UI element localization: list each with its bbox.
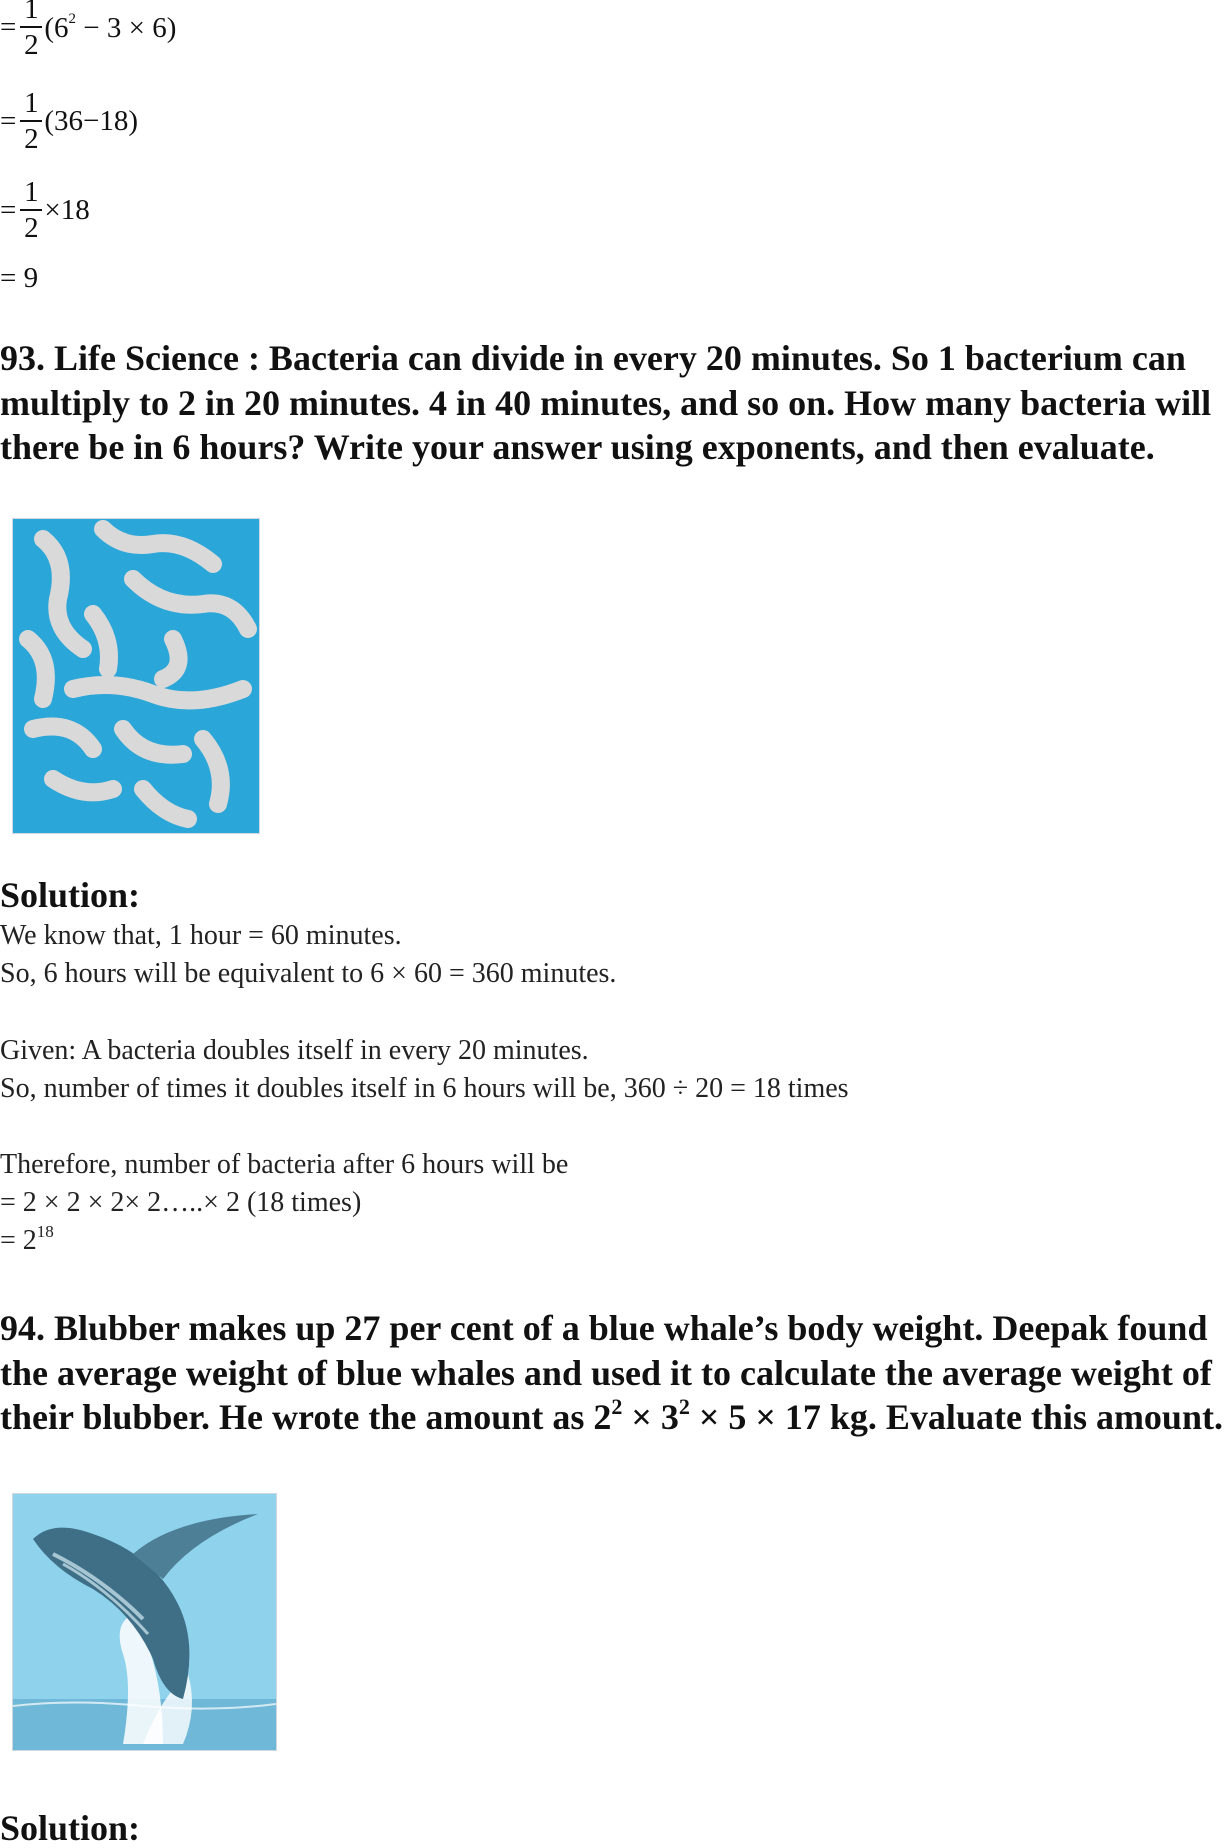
fraction-numerator: 1 <box>24 87 39 119</box>
solution-line: So, number of times it doubles itself in 6 hours will be, 360 ÷ 20 = 18 times <box>0 1073 849 1104</box>
solution-line: We know that, 1 hour = 60 minutes. <box>0 920 402 951</box>
question-93: 93. Life Science : Bacteria can divide in every 20 minutes. So 1 bacterium can multiply to 2 in 20 minutes. 4 in 40 minutes, and so on. How many bacteria will there be in 6 hours? Write your answer using exponents, and then evaluate. <box>0 338 1212 467</box>
fraction-numerator: 1 <box>24 0 39 25</box>
solution-heading-94: Solution: <box>0 1808 141 1848</box>
fraction-half <box>20 0 42 62</box>
step-expression: $(6^2 - 3 \times 6)$ <box>44 10 177 44</box>
solution-line: Therefore, number of bacteria after 6 hours will be <box>0 1149 569 1180</box>
math-step-3 <box>0 175 90 245</box>
equals-sign: = <box>0 193 17 226</box>
solution-heading-93: Solution: <box>0 875 141 915</box>
fraction-half <box>20 86 42 156</box>
question-94: 94. Blubber makes up 27 per cent of a blue whale’s body weight. Deepak found the average weight of blue whales and used it to calculate the average weight of their blubber. He wrote the amount as $2^2 \times 3^2 \times 5 \times 17$ kg. Evaluate this amount. <box>0 1308 1223 1437</box>
fraction-numerator: 1 <box>24 176 39 208</box>
fraction-half <box>20 175 42 245</box>
solution-line: Given: A bacteria doubles itself in every 20 minutes. <box>0 1035 589 1066</box>
breaching-whale-icon <box>13 1494 276 1750</box>
solution-result: = $2^{18}$ <box>0 1222 54 1256</box>
fraction-denominator: 2 <box>24 123 39 155</box>
solution-line: So, 6 hours will be equivalent to 6 × 60 = 360 minutes. <box>0 958 617 989</box>
equals-sign: = <box>0 10 17 43</box>
step-expression: ×18 <box>44 193 90 226</box>
step-expression: (36−18) <box>44 104 139 137</box>
math-step-1 <box>0 0 176 62</box>
bacteria-image <box>12 518 260 834</box>
fraction-denominator: 2 <box>24 212 39 244</box>
math-step-4: = 9 <box>0 262 39 294</box>
equals-sign: = <box>0 104 17 137</box>
bacteria-micrograph-icon <box>13 519 259 833</box>
whale-image <box>12 1493 277 1751</box>
solution-line: = 2 × 2 × 2× 2…..× 2 (18 times) <box>0 1187 362 1218</box>
fraction-denominator: 2 <box>24 29 39 61</box>
math-step-2 <box>0 86 138 156</box>
